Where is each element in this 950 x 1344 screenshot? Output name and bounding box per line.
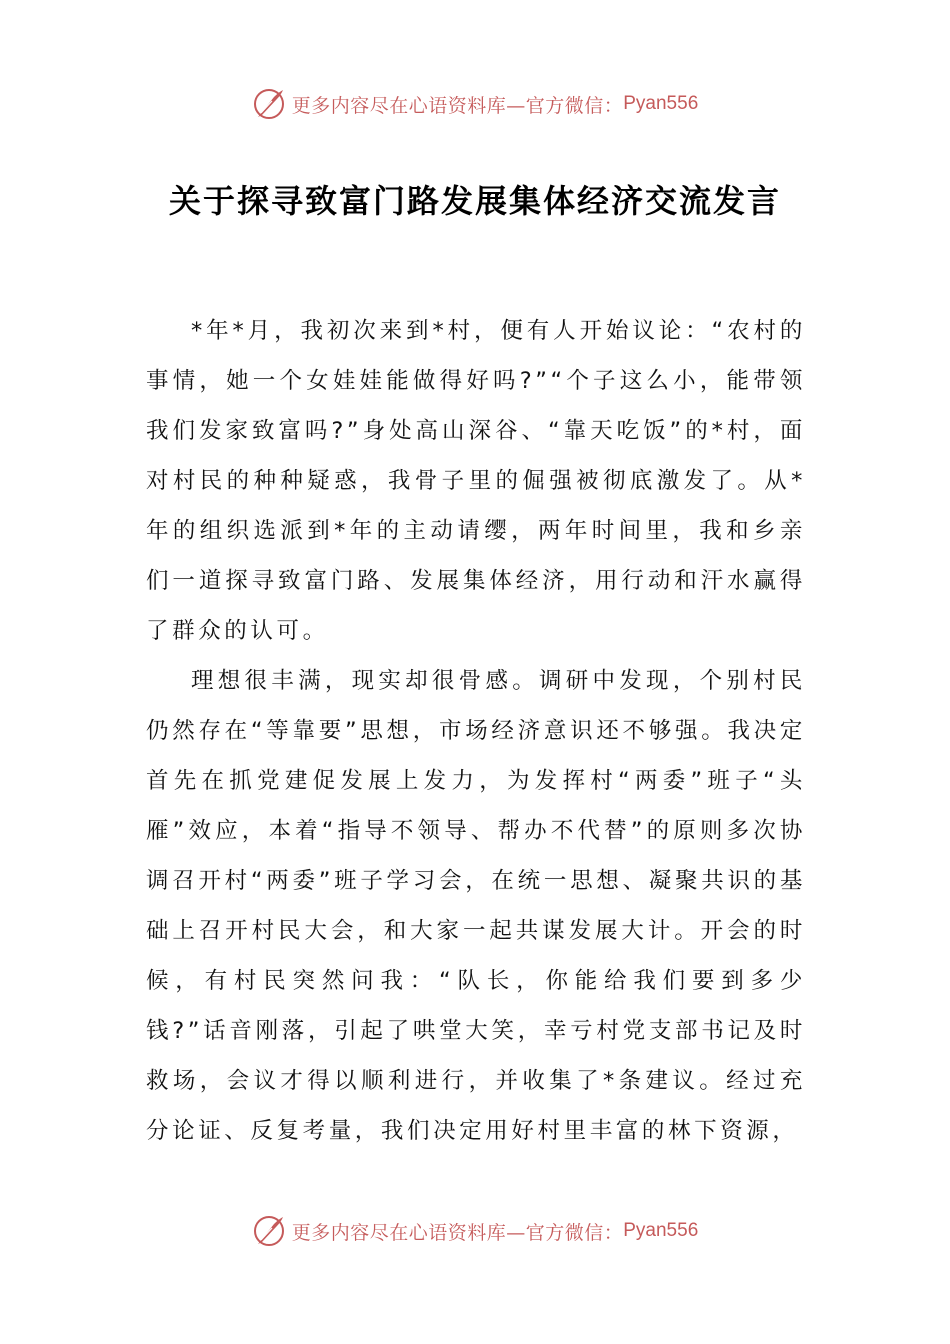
paragraph: *年*月，我初次来到*村，便有人开始议论：“农村的事情，她一个女娃娃能做得好吗?”“个子这么小，能带领我们发家致富吗?”身处高山深谷、“靠天吃饭”的*村，面对村民的种种疑惑，我骨子里的倔强被彻底激发了。从*年的组织选派到*年的主动请缨，两年时间里，我和乡亲们一道探寻致富门路、发展集体经济，用行动和汗水赢得了群众的认可。 [146, 318, 806, 644]
document-body [146, 306, 806, 1156]
header-watermark-banner [0, 84, 950, 124]
footer-watermark-banner [0, 1211, 950, 1251]
document-title: 关于探寻致富门路发展集体经济交流发言 [168, 182, 781, 220]
paragraph: 理想很丰满，现实却很骨感。调研中发现，个别村民仍然存在“等靠要”思想，市场经济意识还不够强。我决定首先在抓党建促发展上发力，为发挥村“两委”班子“头雁”效应，本着“指导不领导、帮办不代替”的原则多次协调召开村“两委”班子学习会，在统一思想、凝聚共识的基础上召开村民大会，和大家一起共谋发展大计。开会的时候，有村民突然问我：“队长，你能给我们要到多少钱?”话音刚落，引起了哄堂大笑，幸亏村党支部书记及时救场，会议才得以顺利进行，并收集了*条建议。经过充分论证、反复考量，我们决定用好村里丰富的林下资源， [146, 668, 806, 1144]
quill-pen-icon [252, 87, 286, 121]
wechat-id: Pyan556 [623, 1220, 699, 1241]
watermark-text: 更多内容尽在心语资料库—官方微信： [291, 1221, 624, 1244]
watermark-text: 更多内容尽在心语资料库—官方微信： [291, 94, 624, 117]
wechat-id: Pyan556 [623, 93, 699, 114]
quill-pen-icon [252, 1214, 286, 1248]
